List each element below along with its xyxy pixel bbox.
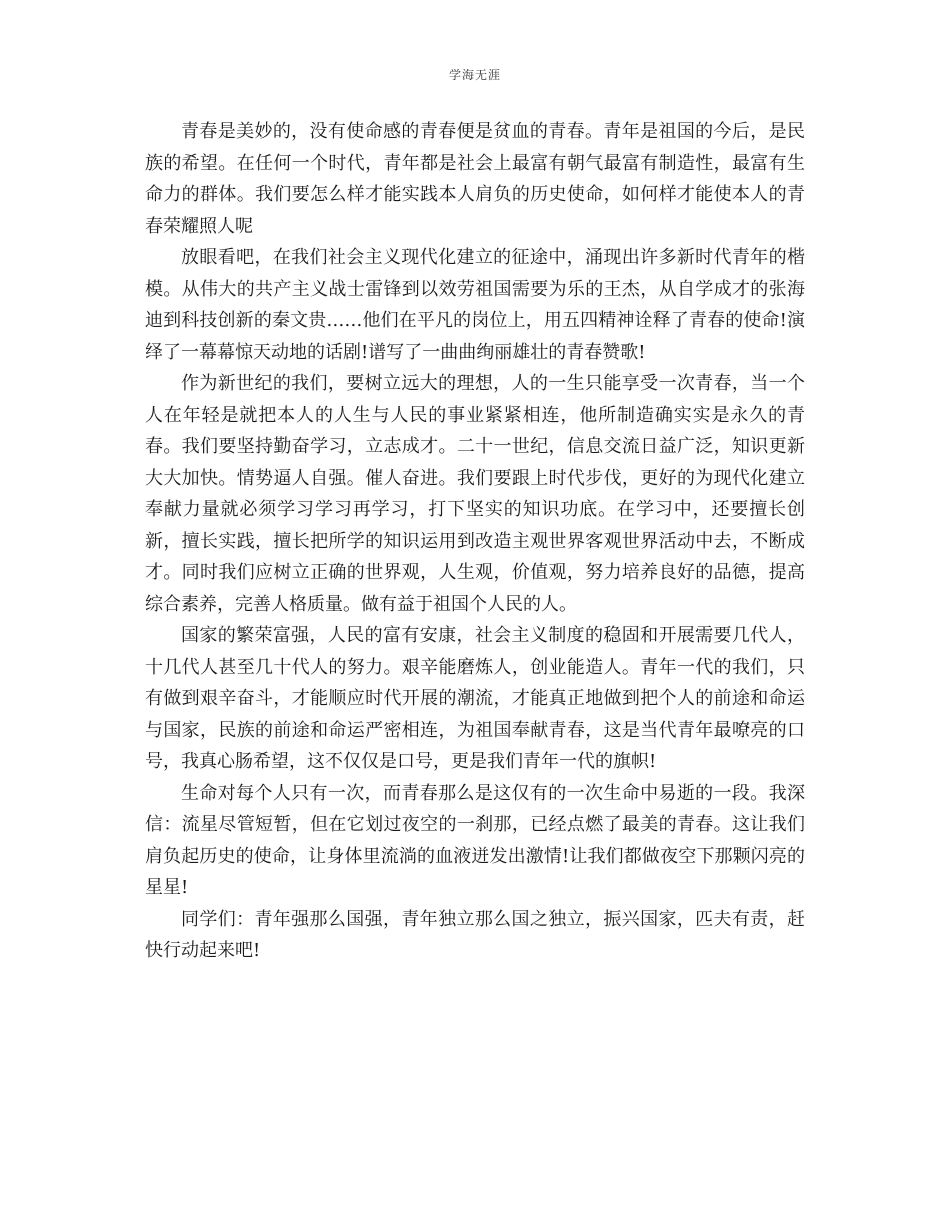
- paragraph: 青春是美妙的，没有使命感的青春便是贫血的青春。青年是祖国的今后，是民族的希望。在任何一个时代，青年都是社会上最富有朝气最富有制造性，最富有生命力的群体。我们要怎么样才能实践本人肩负的历史使命，如何样才能使本人的青春荣耀照人呢: [145, 121, 805, 237]
- paragraph: 国家的繁荣富强，人民的富有安康，社会主义制度的稳固和开展需要几代人，十几代人甚至几十代人的努力。艰辛能磨炼人，创业能造人。青年一代的我们，只有做到艰辛奋斗，才能顺应时代开展的潮流，才能真正地做到把个人的前途和命运与国家，民族的前途和命运严密相连，为祖国奉献青春，这是当代青年最嘹亮的口号，我真心肠希望，这不仅仅是口号，更是我们青年一代的旗帜!: [145, 625, 805, 772]
- paragraph: 同学们：青年强那么国强，青年独立那么国之独立，振兴国家，匹夫有责，赶快行动起来吧!: [145, 908, 805, 961]
- page-header: 学海无涯: [448, 68, 501, 82]
- document-body: [145, 116, 805, 967]
- paragraph: 生命对每个人只有一次，而青春那么是这仅有的一次生命中易逝的一段。我深信：流星尽管短暂，但在它划过夜空的一刹那，已经点燃了最美的青春。这让我们肩负起历史的使命，让身体里流淌的血液迸发出激情!让我们都做夜空下那颗闪亮的星星!: [145, 782, 805, 898]
- paragraph: 放眼看吧，在我们社会主义现代化建立的征途中，涌现出许多新时代青年的楷模。从伟大的共产主义战士雷锋到以效劳祖国需要为乐的王杰，从自学成才的张海迪到科技创新的秦文贵……他们在平凡的岗位上，用五四精神诠释了青春的使命!演绎了一幕幕惊天动地的话剧!谱写了一曲曲绚丽雄壮的青春赞歌!: [145, 247, 805, 363]
- paragraph: 作为新世纪的我们，要树立远大的理想，人的一生只能享受一次青春，当一个人在年轻是就把本人的人生与人民的事业紧紧相连，他所制造确实实是永久的青春。我们要坚持勤奋学习，立志成才。二十一世纪，信息交流日益广泛，知识更新大大加快。情势逼人自强。催人奋进。我们要跟上时代步伐，更好的为现代化建立奉献力量就必须学习学习再学习，打下坚实的知识功底。在学习中，还要擅长创新，擅长实践，擅长把所学的知识运用到改造主观世界客观世界活动中去，不断成才。同时我们应树立正确的世界观，人生观，价值观，努力培养良好的品德，提高综合素养，完善人格质量。做有益于祖国个人民的人。: [145, 373, 805, 615]
